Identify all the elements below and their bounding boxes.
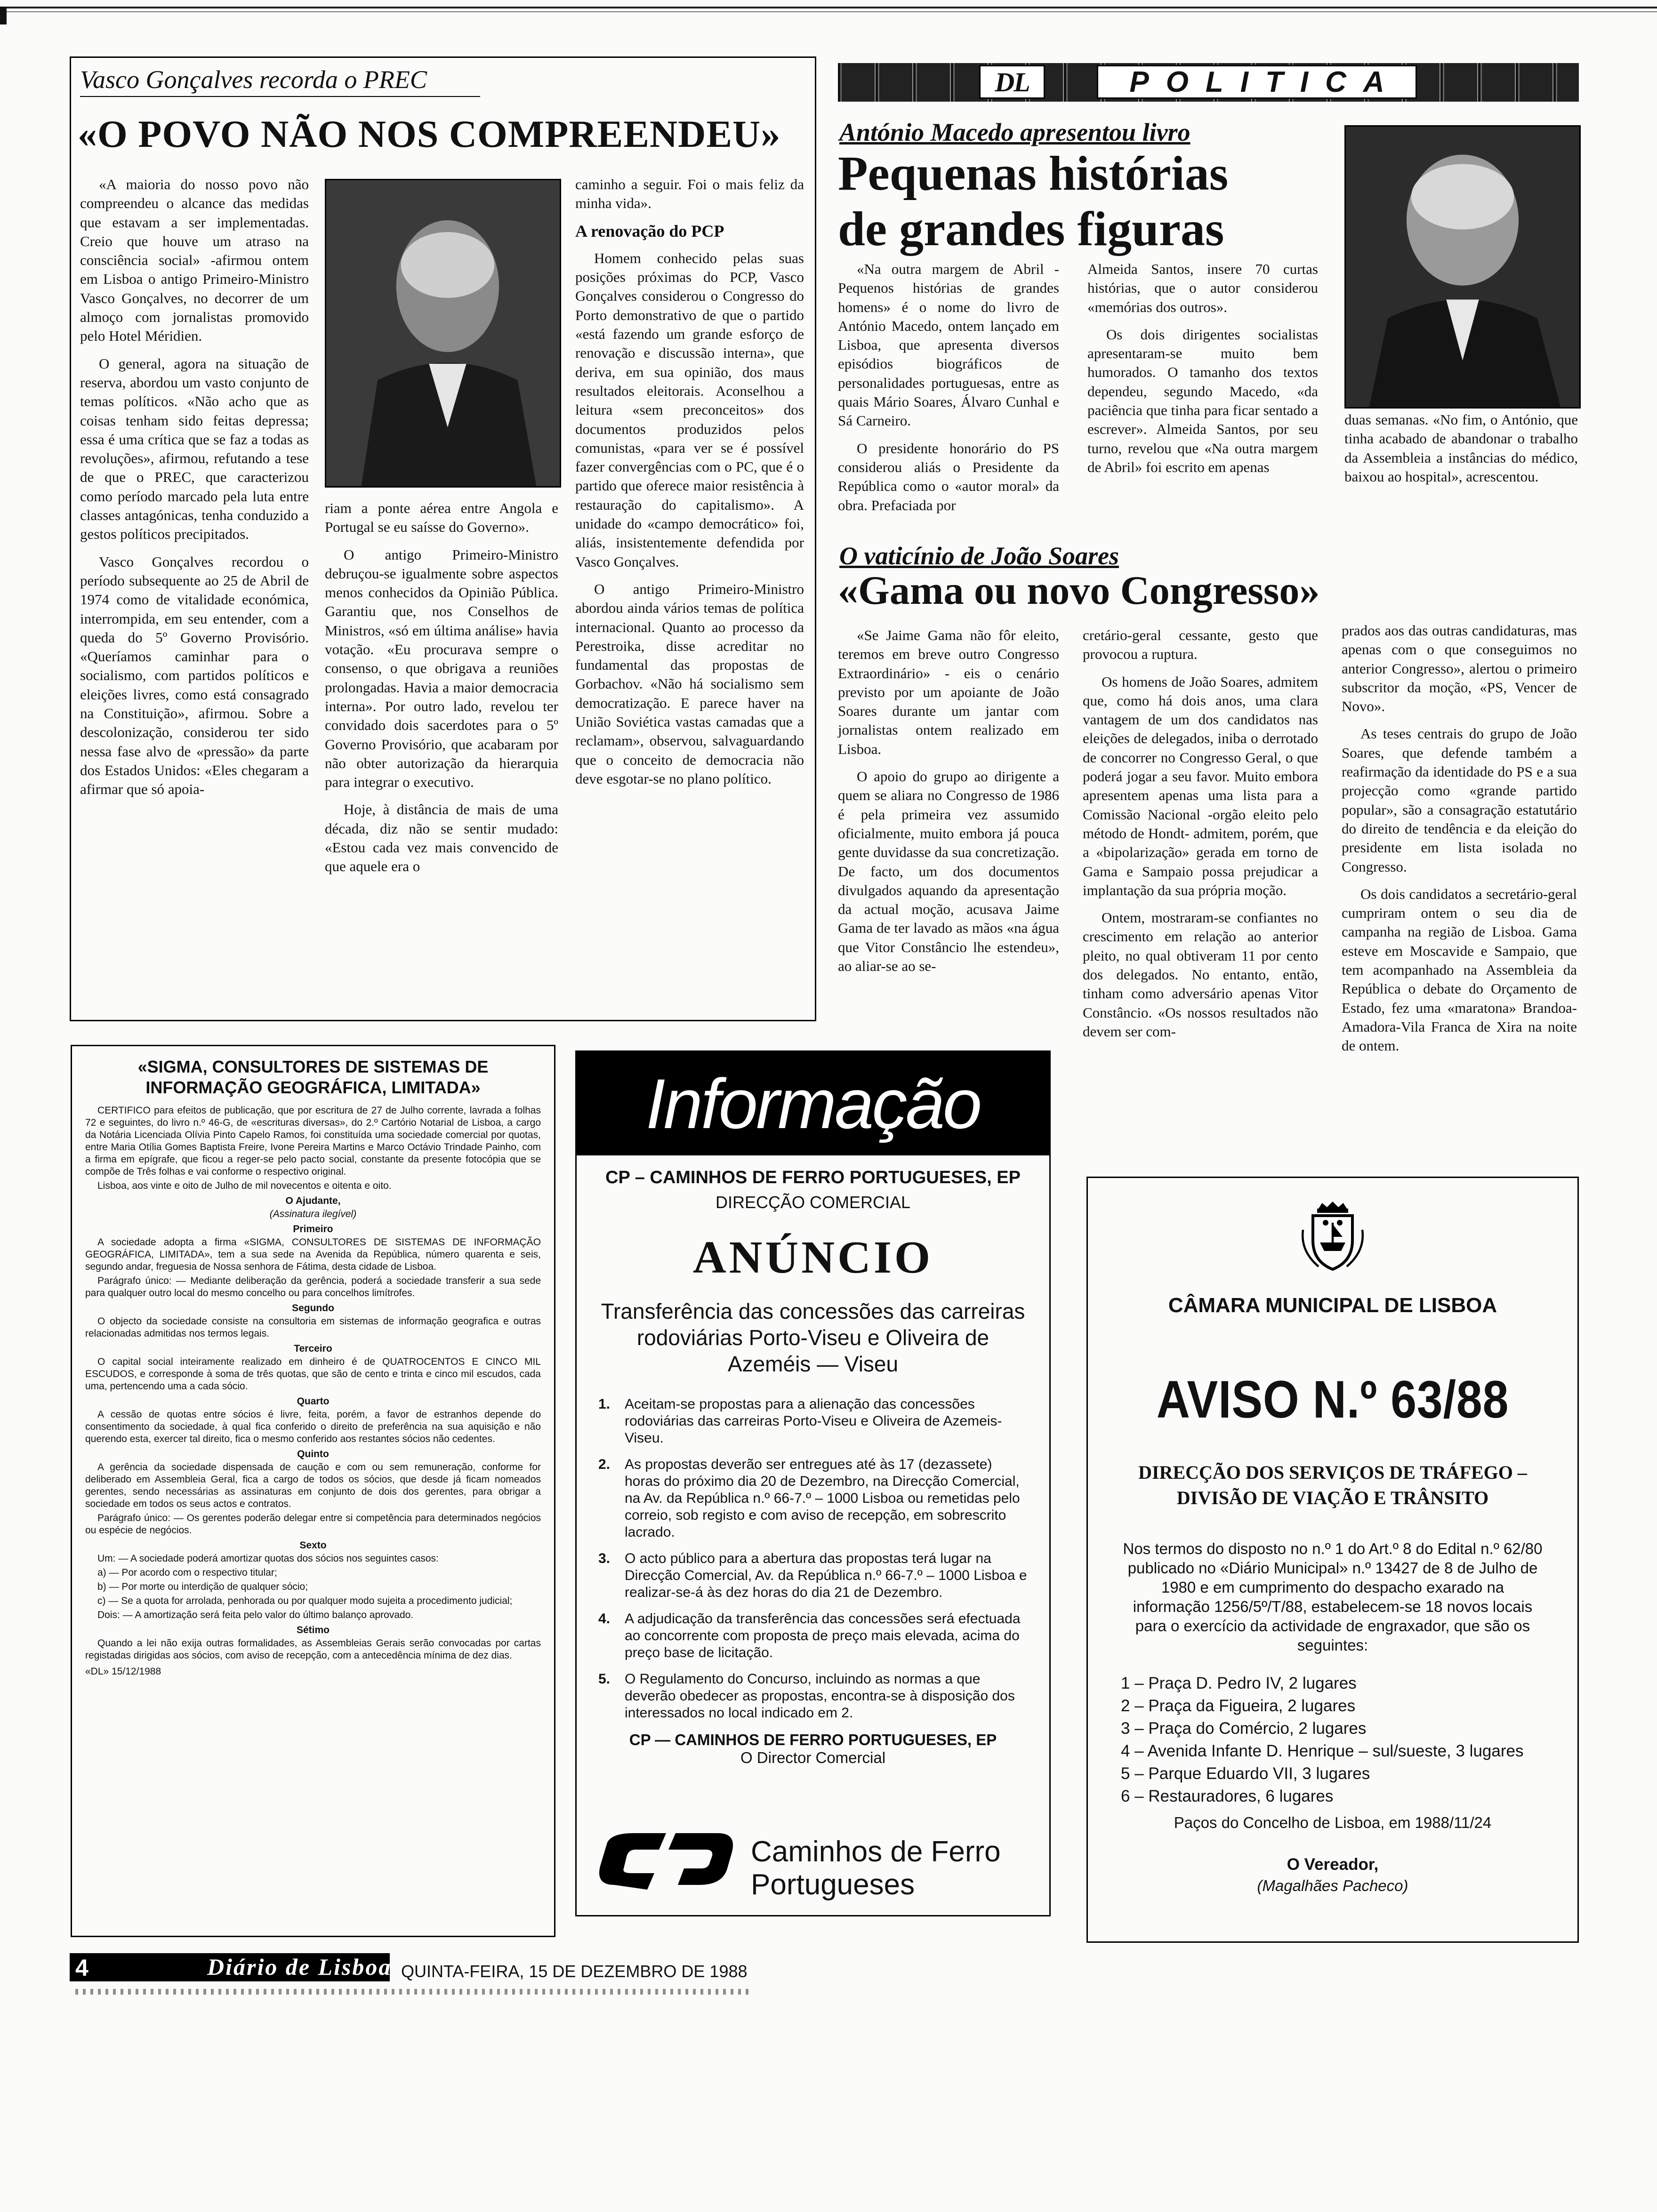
clause-text: Um: — A sociedade poderá amortizar quotas dos sócios nos seguintes casos: xyxy=(97,1553,439,1564)
list-item: 4 – Avenida Infante D. Henrique – sul/sueste, 3 lugares xyxy=(1121,1742,1524,1760)
ad-cp-banner xyxy=(577,1052,1049,1155)
clause-heading: Primeiro xyxy=(293,1224,333,1234)
article-prec-col-3 xyxy=(575,175,804,797)
paragraph: O antigo Primeiro-Ministro abordou ainda vários temas de política internacional. Quanto ao processo da Perestroika, disse acreditar no fundamental das propostas de Gorbachov. «Não há socialismo sem democratização. E parece haver na União Soviética vastas camadas que a reclamam», observou, salvaguardando que o conceito de democracia não deve esgotar-se no plano político. xyxy=(575,580,804,787)
ad-sigma-title: «SIGMA, CONSULTORES DE SISTEMAS DE INFORMAÇÃO GEOGRÁFICA, LIMITADA» xyxy=(137,1057,489,1097)
photo-vasco-goncalves xyxy=(325,179,561,488)
article-soares-col-2 xyxy=(1083,626,1318,1050)
list-item: 3 – Praça do Comércio, 2 lugares xyxy=(1121,1719,1367,1738)
footer-date: QUINTA-FEIRA, 15 DE DEZEMBRO DE 1988 xyxy=(401,1962,748,1981)
paragraph: O antigo Primeiro-Ministro debruçou-se igualmente sobre aspectos menos conhecidos da Opinião Pública. Garantiu que, nos Conselhos de Ministros, «só em última análise» havia votação. «Eu procurava sempre o consenso, o que obrigava a reuniões prolongadas. Havia a maior democracia interna». Por outro lado, revelou ter convidado dois sacerdotes para o 5º Governo Provisório, que acabaram por não obter autorização da hierarquia para integrar o executivo. xyxy=(325,546,558,791)
ad-cp-banner-text: Informação xyxy=(645,1064,981,1143)
clause-text: c) — Se a quota for arrolada, penhorada ou por qualquer modo sujeita a procedimento judicial; xyxy=(97,1595,513,1606)
item-number: 4. xyxy=(598,1611,611,1627)
ad-cml xyxy=(1086,1177,1579,1943)
paragraph: Os dois dirigentes socialistas apresentaram-se muito bem humorados. O tamanho dos textos dependeu, segundo Macedo, «da paciência que tinha para ficar sentado a escrever». Almeida Santos, por seu turno, revelou que «Na outra margem de Abril» foi escrito em apenas xyxy=(1087,326,1318,475)
ad-sigma-date: Lisboa, aos vinte e oito de Julho de mil novecentos e oitenta e oito. xyxy=(97,1180,392,1191)
subheading-renovacao-pcp: A renovação do PCP xyxy=(575,221,724,240)
paragraph: Ontem, mostraram-se confiantes no crescimento em relação ao anterior pleito, no qual obtiveram 11 por cento dos delegados. No entanto, então, tinham como adversário apenas Vitor Constâncio. «Os nossos resultados não devem ser com- xyxy=(1083,909,1318,1040)
item-text: O Regulamento do Concurso, incluindo as normas a que deverão obedecer as propostas, encontra-se à disposição dos interessados no local indicado em 2. xyxy=(625,1671,1015,1721)
paragraph: «Na outra margem de Abril - Pequenos histórias de grandes homens» é o nome do livro de António Macedo, ontem lançado em Lisboa, que apresenta diversos episódios biográficos de personalidades portuguesas, entre as quais Mário Soares, Álvaro Cunhal e Sá Carneiro. xyxy=(838,261,1059,429)
clause-heading: Quinto xyxy=(297,1449,329,1459)
ad-cml-streets xyxy=(1121,1674,1577,1806)
list-item xyxy=(598,1550,1030,1601)
headline-line-2: de grandes figuras xyxy=(838,202,1224,256)
clause-text: a) — Por acordo com o respectivo titular; xyxy=(97,1567,277,1578)
item-text: Aceitam-se propostas para a alienação das concessões rodoviárias das carreiras Porto-Viseu e Oliveira de Azemeis-Viseu. xyxy=(625,1396,1002,1446)
article-prec-col-2 xyxy=(325,499,558,885)
clause-text: Parágrafo único: — Os gerentes poderão delegar entre si competência para determinados negócios ou espécie de negócios. xyxy=(85,1513,541,1536)
clause-heading: Quarto xyxy=(297,1396,330,1407)
paragraph: O general, agora na situação de reserva, abordou um vasto conjunto de temas políticos. «Não acho que as coisas tenham sido feitas depressa; essa é uma crítica que se faz a todas as revoluções», afirmou, refutando a tese de que o PREC, que caracterizou como período marcado pela luta entre classes antagónicas, tenha conduzido a gestos políticos precipitados. xyxy=(80,355,309,543)
clause-heading: Segundo xyxy=(292,1303,334,1314)
item-number: 5. xyxy=(598,1671,611,1687)
ad-cp-sign-company: CP — CAMINHOS DE FERRO PORTUGUESES, EP xyxy=(629,1731,997,1748)
clause-text: A cessão de quotas entre sócios é livre, feita, porém, a favor de estranhos depende do consentimento da sociedade, à qual fica conferido o direito de preferência na sua aquisição e não querendo esta, exercer tal direito, fica o mesmo conferido aos restantes sócios não cedentes. xyxy=(85,1409,541,1444)
corner-mark xyxy=(0,7,7,24)
section-label xyxy=(1097,65,1417,99)
paragraph: duas semanas. «No fim, o António, que tinha acabado de abandonar o trabalho da Assembleia a instâncias do médico, baixou ao hospital», acrescentou. xyxy=(1344,411,1578,485)
page-number: 4 xyxy=(75,1955,88,1981)
ad-cml-place-date: Paços do Concelho de Lisboa, em 1988/11/24 xyxy=(1174,1814,1492,1831)
clause-text: O capital social inteiramente realizado em dinheiro é de QUATROCENTOS E CINCO MIL ESCUDOS, e corresponde à soma de três quotas, que são de cento e trinta e cinco mil escudos, cada uma, pertencendo uma a cada sócio. xyxy=(85,1356,541,1392)
paragraph: Homem conhecido pelas suas posições próximas do PCP, Vasco Gonçalves considerou o Congresso do Porto demonstrativo de que o partido «está fazendo um grande esforço de renovação e discussão interna», que deriva, em sua opinião, dos maus resultados eleitorais. Aconselhou a leitura «sem preconceitos» dos documentos produzidos pelos comunistas, «para ver se é possível fazer convergências com o PC, que é o partido que oferece maior resistência à restauração do capitalismo». A unidade do «campo democrático» foi, aliás, insistentemente defendida por Vasco Gonçalves. xyxy=(575,249,804,570)
article-prec-col-1 xyxy=(80,175,309,808)
ad-cml-title: AVISO N.º 63/88 xyxy=(1156,1370,1509,1429)
ad-cp-title: ANÚNCIO xyxy=(692,1232,933,1283)
article-prec-headline: «O POVO NÃO NOS COMPREENDEU» xyxy=(78,112,781,155)
paragraph: prados aos das outras candidaturas, mas apenas com o que conseguimos no anterior Congresso», alertou o primeiro subscritor da moção, «PS, Vencer de Novo». xyxy=(1342,622,1577,715)
item-number: 2. xyxy=(598,1457,611,1472)
article-soares-headline: «Gama ou novo Congresso» xyxy=(838,568,1320,613)
ad-cp-sign-role: O Director Comercial xyxy=(740,1749,886,1766)
article-macedo-kicker: António Macedo apresentou livro xyxy=(839,118,1190,146)
clause-text: Quando a lei não exija outras formalidades, as Assembleias Gerais serão convocadas por cartas registadas dirigidas aos sócios, com aviso de recepção, com a antecedência mínima de dez dias. xyxy=(85,1638,541,1661)
clause-text: Parágrafo único: — Mediante deliberação da gerência, poderá a sociedade transferir a sua sede para qualquer outro local do mesmo concelho ou para concelhos limítrofes. xyxy=(85,1275,541,1298)
item-text: O acto público para a abertura das propostas terá lugar na Direcção Comercial, Av. da República n.º 66-7.º – 1000 Lisboa e realizar-se-á às dez horas do dia 21 de Dezembro. xyxy=(625,1551,1027,1600)
ad-cml-body: Nos termos do disposto no n.º 1 do Art.º 8 do Edital n.º 62/80 publicado no «Diário Municipal» n.º 13427 de 8 de Julho de 1980 e em cumprimento do despacho exarado na informação 1256/5º/T/88, estabelecem-se 18 novos locais para o exercício da actividade de engraxador, que são os seguintes: xyxy=(1123,1540,1543,1654)
paper-name: Diário de Lisboa xyxy=(207,1954,392,1980)
clause-heading: Sétimo xyxy=(296,1625,330,1635)
paragraph: Os dois candidatos a secretário-geral cumpriram ontem o seu dia de campanha na região de Lisboa. Gama esteve em Moscavide e Sampaio, que tem acompanhado na Assembleia da República o debate do Orçamento de Estado, fez uma «maratona» Brandoa-Amadora-Vila Franca de Xira na noite de ontem. xyxy=(1342,885,1577,1054)
article-macedo-headline xyxy=(838,146,1327,257)
clause-heading: Sexto xyxy=(299,1540,327,1551)
ad-sigma-certifico: CERTIFICO para efeitos de publicação, que por escritura de 27 de Julho corrente, lavrada a folhas 72 e seguintes, do livro n.º 46-G, de «escrituras diversas», do 2.º Cartório Notarial de Lisboa, a cargo da Notária Licenciada Olívia Pinto Capelo Ramos, foi constituída uma sociedade comercial por quotas, entre Maria Otília Gomes Baptista Freire, Ivone Pereira Martins e Marco Octávio Trindade Painho, com a firma em epígrafe, que ficou a reger-se pelo pacto social, constante da presente fotocópia que se compõe de Três folhas e vai conforme o respectivo original. xyxy=(85,1105,541,1177)
ad-cp xyxy=(575,1050,1051,1916)
paragraph: caminho a seguir. Foi o mais feliz da minha vida». xyxy=(575,176,804,212)
list-item xyxy=(598,1456,1030,1541)
paragraph: Almeida Santos, insere 70 curtas histórias, que o autor considerou «memórias dos outros». xyxy=(1087,261,1318,315)
article-macedo-col-3 xyxy=(1344,410,1578,495)
article-soares-col-1 xyxy=(838,626,1059,984)
ad-cml-dept: DIRECÇÃO DOS SERVIÇOS DE TRÁFEGO – DIVISÃO DE VIAÇÃO E TRÂNSITO xyxy=(1138,1462,1527,1508)
top-rule-thin xyxy=(0,11,1657,12)
ad-cp-subtitle: Transferência das concessões das carreiras rodoviárias Porto-Viseu e Oliveira de Azeméis — Viseu xyxy=(601,1299,1025,1376)
ad-sigma xyxy=(71,1045,555,1937)
paragraph: «Se Jaime Gama não fôr eleito, teremos em breve outro Congresso Extraordinário» - eis o cenário previsto por um apoiante de João Soares durante um jantar com jornalistas ontem realizado em Lisboa. xyxy=(838,627,1059,757)
ad-sigma-sig-role: O Ajudante, xyxy=(285,1195,341,1206)
paragraph: riam a ponte aérea entre Angola e Portugal se eu saísse do Governo». xyxy=(325,500,558,536)
paragraph: cretário-geral cessante, gesto que provocou a ruptura. xyxy=(1083,627,1318,663)
cp-logo-line-1: Caminhos de Ferro xyxy=(751,1835,1001,1868)
article-macedo-col-2 xyxy=(1087,260,1318,485)
clause-heading: Terceiro xyxy=(294,1343,332,1354)
paragraph: Hoje, à distância de mais de uma década, diz não se sentir mudado: «Estou cada vez mais convencido de que aquele era o xyxy=(325,801,558,875)
paragraph: O presidente honorário do PS considerou aliás o Presidente da República como o «autor moral» da obra. Prefaciada por xyxy=(838,440,1059,513)
list-item xyxy=(598,1396,1030,1447)
ad-cml-signer-name: (Magalhães Pacheco) xyxy=(1257,1877,1408,1894)
article-soares-kicker: O vaticínio de João Soares xyxy=(839,542,1119,570)
item-number: 1. xyxy=(598,1396,611,1412)
top-rule xyxy=(0,7,1657,8)
clause-text: A gerência da sociedade dispensada de caução e com ou sem remuneração, conforme for deliberado em Assembleia Geral, fica a cargo de todos os sócios, que desde já ficam nomeados gerentes, sendo necessárias as assinaturas em conjunto de dois dos gerentes, para obrigar a sociedade em todos os seus actos e contratos. xyxy=(85,1462,541,1509)
clause-text: b) — Por morte ou interdição de qualquer sócio; xyxy=(97,1581,308,1592)
cp-logo-line-2: Portugueses xyxy=(751,1868,915,1901)
lisbon-coat-of-arms-icon xyxy=(1297,1202,1368,1272)
paragraph: Vasco Gonçalves recordou o período subsequente ao 25 de Abril de 1974 como de vitalidade económica, interrompida, em seu entender, com a queda do 5º Governo Provisório. «Queríamos caminhar para o socialismo, com partidos políticos e eleições livres, como está consagrado na Constituição», afirmou. Sobre a descolonização, considerou ter sido nessa fase alvo de «pressão» da parte dos Estados Unidos: «Eles chegaram a afirmar que só apoia- xyxy=(80,553,309,798)
paragraph: Os homens de João Soares, admitem que, como há dois anos, uma clara vantagem de um dos candidatos nas eleições de delegados, iniba o derrotado de concorrer no Congresso Geral, o que poderá jogar a seu favor. Muito embora apresentem apenas uma lista para a Comissão Nacional -orgão eleito pelo método de Hondt- admitem, porém, que a «bipolarização» gerada em torno de Gama e Sampaio possa prejudicar a implantação da sua própria moção. xyxy=(1083,673,1318,898)
clause-text: A sociedade adopta a firma «SIGMA, CONSULTORES DE SISTEMAS DE INFORMAÇÃO GEOGRÁFICA, LIMITADA», tem a sua sede na Avenida da República, número quarenta e seis, segundo andar, freguesia de Nossa senhora de Fátima, desta cidade de Lisboa. xyxy=(85,1237,541,1272)
section-logo xyxy=(979,65,1045,99)
ad-cml-org: CÂMARA MUNICIPAL DE LISBOA xyxy=(1168,1294,1497,1317)
ad-sigma-sig-name: (Assinatura ilegível) xyxy=(269,1209,357,1219)
dl-logo-text: DL xyxy=(995,66,1030,97)
ad-cp-items xyxy=(577,1396,1049,1722)
list-item: 2 – Praça da Figueira, 2 lugares xyxy=(1121,1697,1356,1715)
ad-cp-company: CP – CAMINHOS DE FERRO PORTUGUESES, EP xyxy=(605,1168,1021,1187)
cp-logo-icon xyxy=(595,1828,737,1899)
article-soares-col-3 xyxy=(1342,621,1577,1064)
article-prec-kicker: Vasco Gonçalves recorda o PREC xyxy=(80,65,480,97)
list-item: 1 – Praça D. Pedro IV, 2 lugares xyxy=(1121,1674,1357,1692)
paragraph: O apoio do grupo ao dirigente a quem se aliara no Congresso de 1986 é pela primeira vez assumido oficialmente, muito embora já pouca gente duvidasse da sua concretização. De facto, um dos documentos divulgados aquando da apresentação da actual moção, acusava Jaime Gama de ter lavado as mãos «na água que Vitor Constâncio lhe estendeu», ao aliar-se ao se- xyxy=(838,768,1059,975)
item-number: 3. xyxy=(598,1551,611,1566)
photo-antonio-macedo xyxy=(1344,125,1581,409)
list-item xyxy=(598,1671,1030,1722)
list-item: 6 – Restauradores, 6 lugares xyxy=(1121,1787,1334,1805)
ad-sigma-ref: «DL» 15/12/1988 xyxy=(85,1666,161,1677)
item-text: A adjudicação da transferência das concessões será efectuada ao concorrente com proposta de preço mais elevada, acima do preço base de licitação. xyxy=(625,1611,1021,1660)
ad-cml-signer-role: O Vereador, xyxy=(1287,1855,1379,1874)
paragraph: As teses centrais do grupo de João Soares, que defende também a reafirmação da identidade do PS e a sua projecção como «grande partido popular», são a consagração estatutário do direito de tendência e da eleição do presidente em lista isolada no Congresso. xyxy=(1342,725,1577,875)
list-item: 5 – Parque Eduardo VII, 3 lugares xyxy=(1121,1764,1370,1783)
section-label-text: POLITICA xyxy=(1129,65,1401,98)
footer-dotted-rule xyxy=(75,1989,748,1995)
clause-text: Dois: — A amortização será feita pelo valor do último balanço aprovado. xyxy=(97,1610,414,1620)
list-item xyxy=(598,1611,1030,1661)
clause-text: O objecto da sociedade consiste na consultoria em sistemas de informação geografica e outras relacionadas admitidas nos termos legais. xyxy=(85,1316,541,1339)
ad-cp-dept: DIRECÇÃO COMERCIAL xyxy=(715,1193,911,1212)
article-macedo-col-1 xyxy=(838,260,1059,523)
paragraph: «A maioria do nosso povo não compreendeu o alcance das medidas que estavam a ser implementadas. Creio que houve um atraso na consciência social» -afirmou ontem em Lisboa o antigo Primeiro-Ministro Vasco Gonçalves, no decorrer de um almoço com jornalistas promovido pelo Hotel Méridien. xyxy=(80,176,309,345)
item-text: As propostas deverão ser entregues até às 17 (dezassete) horas do próximo dia 20 de Dezembro, na Direcção Comercial, na Av. da República n.º 66-7.º – 1000 Lisboa ou remetidas pelo correio, sob registo e com aviso de recepção, em sobrescrito lacrado. xyxy=(625,1457,1020,1540)
ad-cp-logo xyxy=(595,1828,1033,1899)
headline-line-1: Pequenas histórias xyxy=(838,146,1229,200)
